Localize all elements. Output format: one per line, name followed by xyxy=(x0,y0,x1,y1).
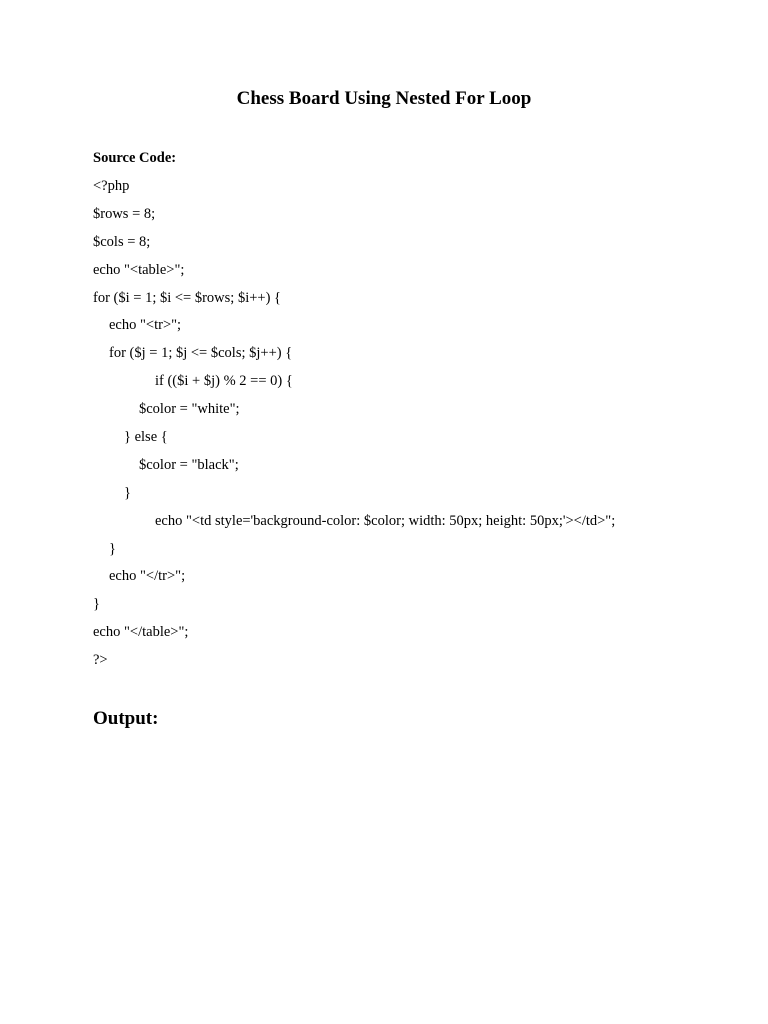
code-line: for ($i = 1; $i <= $rows; $i++) { xyxy=(93,289,281,306)
source-code-label: Source Code: xyxy=(93,150,177,166)
code-line: } xyxy=(109,540,116,557)
code-line: if (($i + $j) % 2 == 0) { xyxy=(155,373,293,390)
code-line: } else { xyxy=(124,429,168,446)
code-line: $cols = 8; xyxy=(93,233,151,250)
code-line: $color = "black"; xyxy=(139,456,239,473)
output-heading: Output: xyxy=(93,708,159,729)
page-title: Chess Board Using Nested For Loop xyxy=(236,88,532,109)
code-line: } xyxy=(93,596,100,613)
code-line: echo "<table>"; xyxy=(93,261,185,278)
code-line: echo "<tr>"; xyxy=(109,317,182,334)
code-line: echo "<td style='background-color: $color; width: 50px; height: 50px;'></td>"; xyxy=(155,512,616,529)
code-block xyxy=(93,176,615,678)
code-line: echo "</table>"; xyxy=(93,624,189,641)
code-line: echo "</tr>"; xyxy=(109,568,186,585)
code-line: <?php xyxy=(93,178,130,194)
code-line: $rows = 8; xyxy=(93,205,156,222)
code-line: $color = "white"; xyxy=(139,401,240,418)
code-line: for ($j = 1; $j <= $cols; $j++) { xyxy=(109,345,293,362)
code-line: } xyxy=(124,484,131,501)
code-line: ?> xyxy=(93,652,108,669)
